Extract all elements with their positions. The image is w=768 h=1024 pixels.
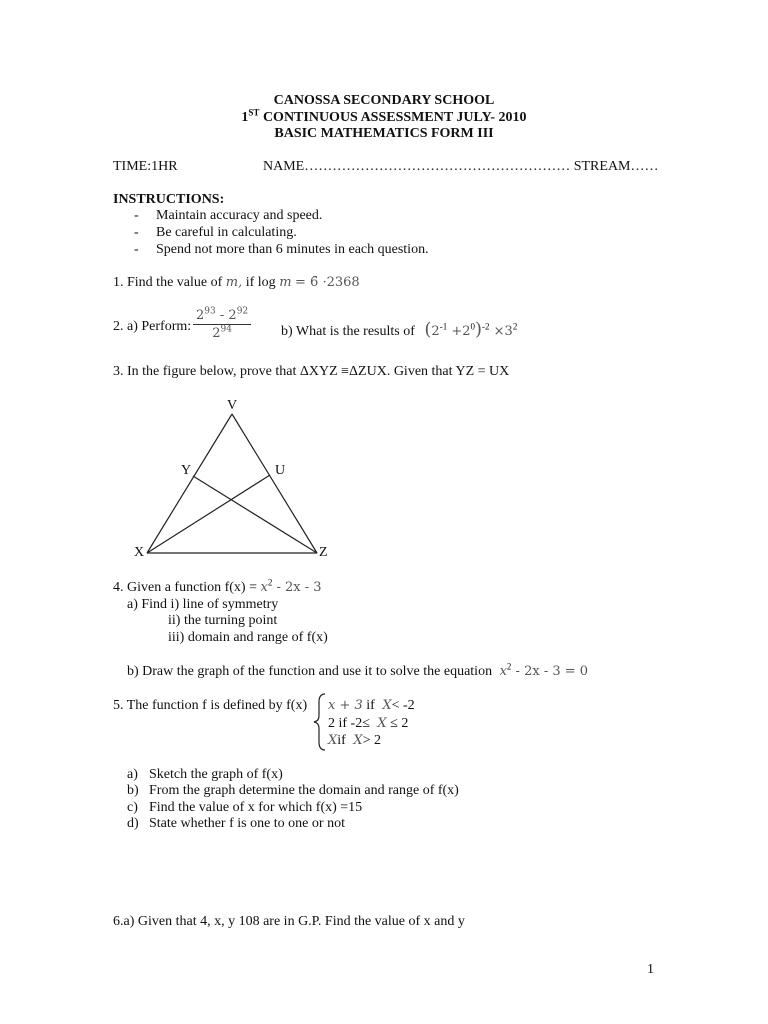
segment-ux [147,475,270,553]
assessment-title: 1ST CONTINUOUS ASSESSMENT JULY- 2010 [241,107,527,125]
question-3: 3. In the figure below, prove that ΔXYZ ≡ΔZUX. Given that YZ = UX [113,364,510,379]
name-stream-line: NAME………………………………………………… STREAM…… [263,159,659,174]
segment-yz [193,476,317,553]
question-5-part: c) Find the value of x for which f(x) =15 [127,800,363,815]
subject-title: BASIC MATHEMATICS FORM III [274,126,494,141]
time-label: TIME:1HR [113,159,178,174]
question-4a-i: a) Find i) line of symmetry [127,597,279,612]
instruction-item: - Maintain accuracy and speed. [134,208,323,223]
side-vz [232,414,317,553]
label-v: V [227,398,238,413]
label-x: X [134,545,145,560]
piecewise-brace [313,692,327,752]
label-u: U [275,463,286,478]
triangle-figure [120,392,350,567]
instruction-item: - Be careful in calculating. [134,225,297,240]
question-5: 5. The function f is defined by f(x) [113,698,308,713]
question-2b: b) What is the results of $(2^{-1} +2^0)^{-2} \times 3^2$ [281,319,518,340]
question-1: 1. Find the value of m, if log m = 6̄ ·2368 [113,275,360,290]
instruction-item: - Spend not more than 6 minutes in each question. [134,242,429,257]
question-4b: b) Draw the graph of the function and use it to solve the equation $x^2 - 2x - 3 = 0$ [127,661,589,679]
side-vx [147,414,232,553]
question-2a-fraction: $\frac{2^{93} - 2^{92}}{2^{94}}$ [193,308,251,341]
question-6a: 6.a) Given that 4, x, y 108 are in G.P. Find the value of x and y [113,914,465,929]
question-5-part: d) State whether f is one to one or not [127,816,345,831]
label-z: Z [319,545,328,560]
piecewise-case-3: Xif X> 2 [328,733,381,748]
question-2a-label: 2. a) Perform: [113,319,192,334]
piecewise-case-1: x + 3 if X< -2 [328,698,415,713]
page-number: 1 [647,962,654,977]
piecewise-case-2: 2 if -2≤ X ≤ 2 [328,716,409,731]
instructions-heading: INSTRUCTIONS: [113,192,225,207]
question-4a-iii: iii) domain and range of f(x) [168,630,328,645]
question-5-part: a) Sketch the graph of f(x) [127,767,283,782]
question-4a-ii: ii) the turning point [168,613,278,628]
question-4: 4. Given a function $f(x) = x^2 - 2x - 3$ [113,577,322,595]
school-name: CANOSSA SECONDARY SCHOOL [273,93,495,108]
question-5-part: b) From the graph determine the domain and range of f(x) [127,783,459,798]
label-y: Y [181,463,192,478]
